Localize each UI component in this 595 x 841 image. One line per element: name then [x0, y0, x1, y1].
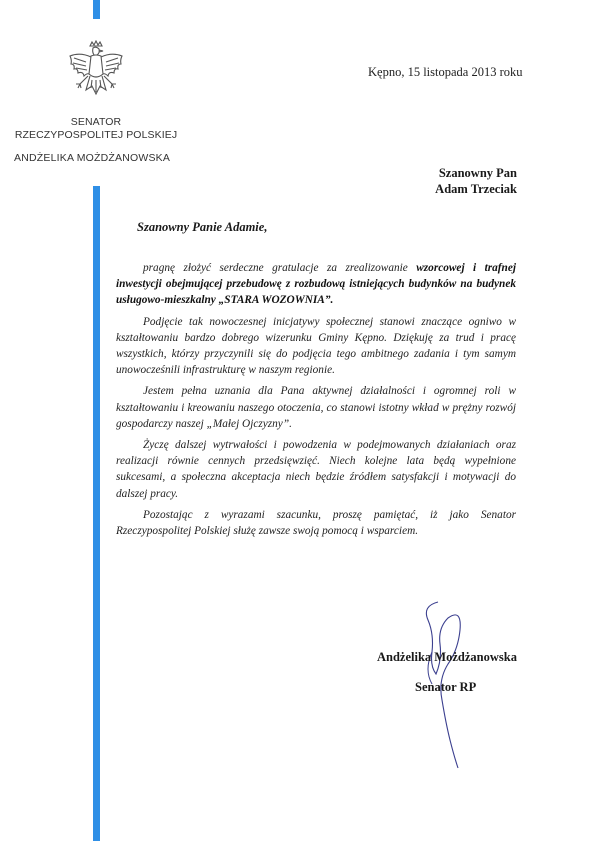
paragraph-4: Życzę dalszej wytrwałości i powodzenia w podejmowanych działaniach oraz realizacji równie cennych przedsięwzięć. Niech kolejne lata będą wypełnione sukcesami, a społeczna akceptacja niech będzie źródłem satysfakcji i motywacji do dalszej pracy. [116, 439, 516, 500]
signature-title: Senator RP [415, 680, 477, 694]
eagle-emblem-icon [66, 40, 126, 104]
accent-bar-top [93, 0, 100, 19]
signature-name: Andżelika Możdżanowska [377, 650, 517, 664]
paragraph-2: Podjęcie tak nowoczesnej inicjatywy społecznej stanowi znaczące ogniwo w kształtowaniu bardzo dobrego wizerunku Gminy Kępno. Dziękuję za trud i pracę wszystkich, którzy przyczynili się do podjęcia tego ambitnego zadania i tym samym unowocześnili infrastrukturę w naszym regionie. [116, 315, 516, 377]
office-line-2: RZECZYPOSPOLITEJ POLSKIEJ [14, 129, 178, 141]
sender-name: ANDŻELIKA MOŻDŻANOWSKA [14, 152, 171, 164]
place-date: Kępno, 15 listopada 2013 roku [368, 65, 523, 79]
addressee-line-1: Szanowny Pan [438, 166, 517, 180]
senator-office-header [10, 116, 182, 142]
paragraph-3: Jestem pełna uznania dla Pana aktywnej działalności i ogromnej roli w kształtowaniu i kreowaniu naszego otoczenia, co stanowi istotny wkład w prężny rozwój gospodarczy naszej „Małej Ojczyzny”. [116, 385, 516, 430]
addressee-line-2: Adam Trzeciak [435, 182, 517, 196]
paragraph-1 [116, 260, 516, 309]
paragraph-1-intro: pragnę złożyć serdeczne gratulacje za zrealizowanie [143, 262, 417, 274]
addressee-block [435, 165, 517, 197]
accent-bar-left [93, 186, 100, 841]
salutation: Szanowny Panie Adamie, [137, 220, 268, 234]
paragraph-1-emphasis: wzorcowej i trafnej inwestycji obejmującej przebudowę z rozbudową istniejących budynków na budynek usługowo-mieszkalny „STARA WOZOWNIA”. [116, 262, 516, 307]
paragraph-5: Pozostając z wyrazami szacunku, proszę pamiętać, iż jako Senator Rzeczypospolitej Polskiej służę zawsze swoją pomocą i wsparciem. [116, 508, 516, 538]
letter-body [116, 260, 516, 544]
office-line-1: SENATOR [70, 116, 122, 128]
